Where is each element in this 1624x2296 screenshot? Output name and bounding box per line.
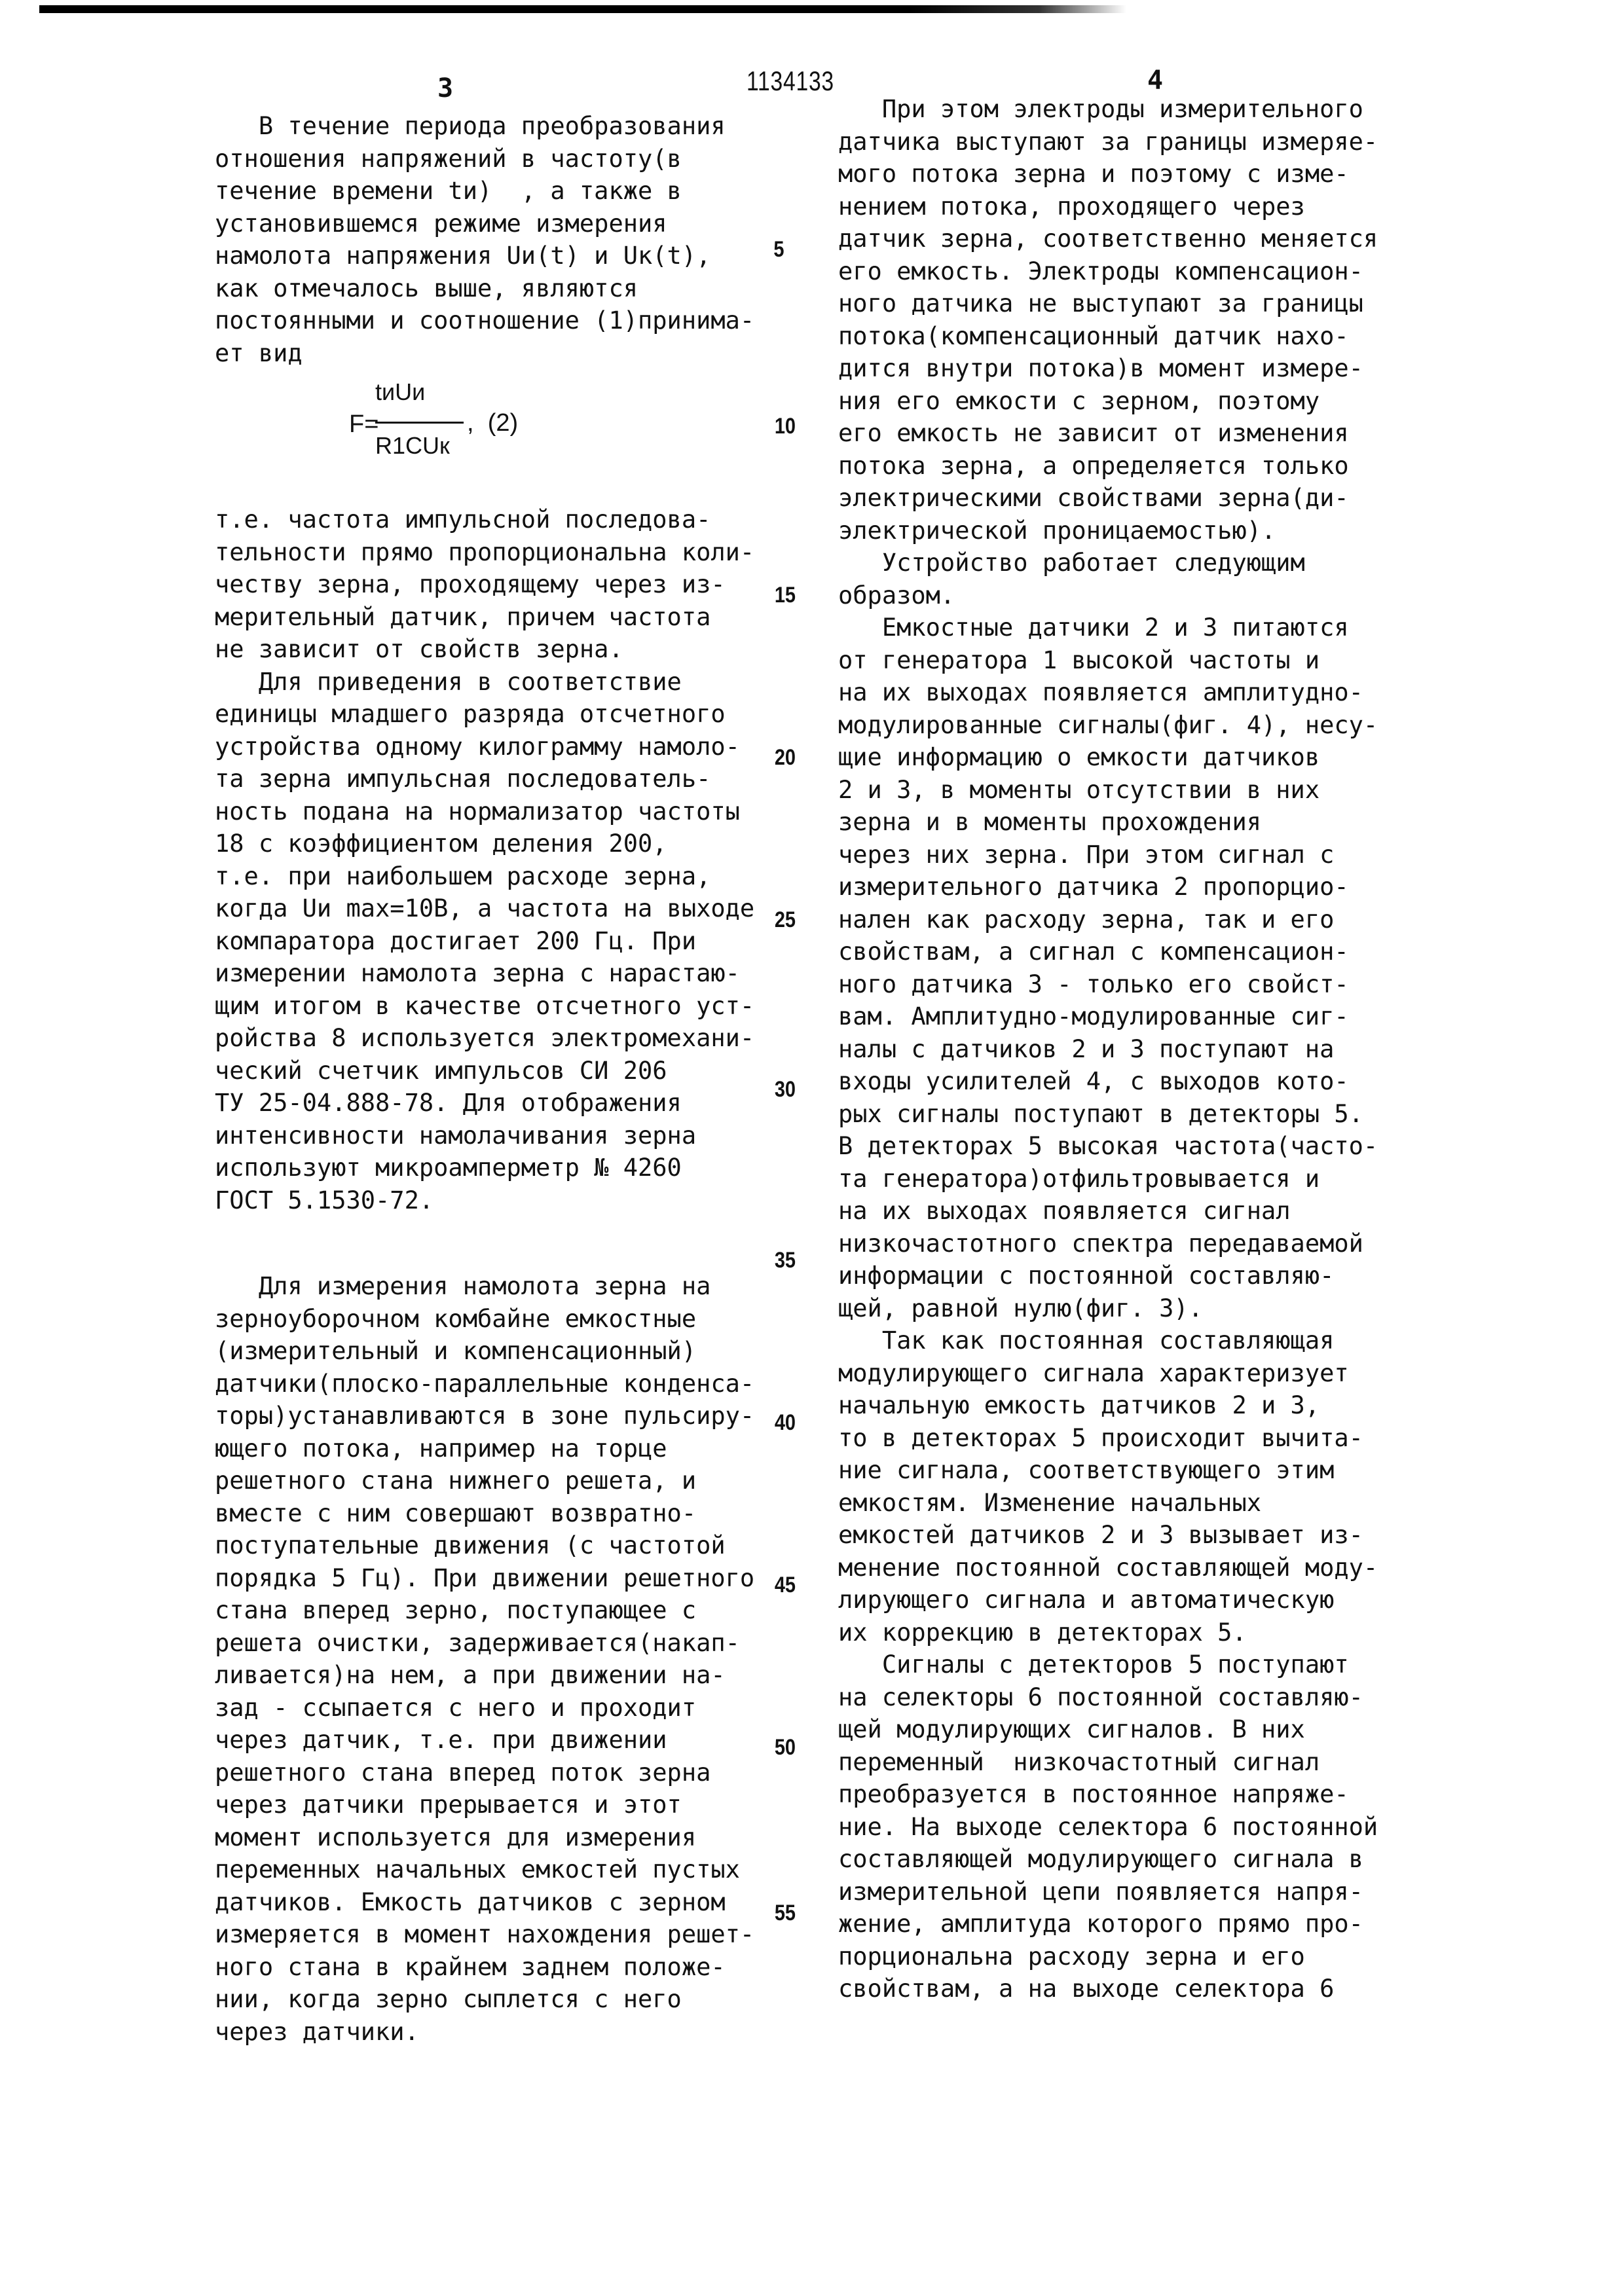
text-line: честву зерна, проходящему через из- — [215, 568, 754, 601]
text-line: решетного стана вперед поток зерна — [215, 1757, 754, 1789]
paragraph — [838, 1324, 1378, 1649]
text-line: ного датчика 3 - только его свойст- — [838, 968, 1378, 1001]
text-line: его емкость. Электроды компенсацион- — [838, 255, 1378, 288]
text-line: т.е. при наибольшем расходе зерна, — [215, 860, 754, 893]
text-line: вместе с ним совершают возвратно- — [215, 1497, 754, 1530]
paragraph — [215, 1270, 754, 2048]
text-line: интенсивности намолачивания зерна — [215, 1120, 754, 1152]
text-line: на их выходах появляется амплитудно- — [838, 676, 1378, 709]
text-line: тельности прямо пропорциональна коли- — [215, 536, 754, 569]
text-line: Сигналы с детекторов 5 поступают — [838, 1649, 1378, 1681]
text-line: мерительный датчик, причем частота — [215, 601, 754, 634]
text-line: решетного стана нижнего решета, и — [215, 1465, 754, 1497]
text-line: менение постоянной составляющей моду- — [838, 1552, 1378, 1584]
text-line: не зависит от свойств зерна. — [215, 633, 754, 666]
text-line: 2 и 3, в моменты отсутствии в них — [838, 774, 1378, 807]
text-line: щим итогом в качестве отсчетного уст- — [215, 990, 754, 1023]
text-line: Для измерения намолота зерна на — [215, 1270, 754, 1303]
text-line: измеряется в момент нахождения решет- — [215, 1918, 754, 1951]
text-line: электрическими свойствами зерна(ди- — [838, 482, 1378, 515]
text-line: момент используется для измерения — [215, 1821, 754, 1854]
text-line: лирующего сигнала и автоматическую — [838, 1584, 1378, 1616]
text-line: единицы младшего разряда отсчетного — [215, 698, 754, 731]
text-line: свойствам, а на выходе селектора 6 — [838, 1973, 1378, 2005]
text-line: датчик зерна, соответственно меняется — [838, 223, 1378, 255]
text-line: емкостей датчиков 2 и 3 вызывает из- — [838, 1519, 1378, 1552]
text-line: ние. На выходе селектора 6 постоянной — [838, 1811, 1378, 1844]
text-line: ность подана на нормализатор частоты — [215, 795, 754, 828]
text-line: модулированные сигналы(фиг. 4), несу- — [838, 709, 1378, 742]
text-line: измерительного датчика 2 пропорцио- — [838, 871, 1378, 903]
text-line: используют микроамперметр № 4260 — [215, 1152, 754, 1184]
text-line: когда Uи max=10В, а частота на выходе — [215, 892, 754, 925]
text-line: датчиков. Емкость датчиков с зерном — [215, 1886, 754, 1919]
text-line: порциональна расходу зерна и его — [838, 1941, 1378, 1973]
text-line: ние сигнала, соответствующего этим — [838, 1454, 1378, 1487]
text-line: на их выходах появляется сигнал — [838, 1195, 1378, 1228]
text-line: зерна и в моменты прохождения — [838, 806, 1378, 839]
text-line: его емкость не зависит от изменения — [838, 417, 1378, 450]
text-line: постоянными и соотношение (1)принима- — [215, 304, 754, 337]
text-line: ющего потока, например на торце — [215, 1432, 754, 1465]
text-line: ройства 8 используется электромехани- — [215, 1022, 754, 1055]
text-line: измерении намолота зерна с нарастаю- — [215, 957, 754, 990]
text-line: ного датчика не выступают за границы — [838, 287, 1378, 320]
right-column — [838, 93, 1378, 2005]
text-line: ливается)на нем, а при движении на- — [215, 1659, 754, 1692]
line-number: 30 — [775, 1077, 796, 1102]
paragraph — [215, 503, 754, 666]
formula-lhs: F= — [349, 409, 378, 441]
text-line: рых сигналы поступают в детекторы 5. — [838, 1098, 1378, 1131]
text-line: нии, когда зерно сыплется с него — [215, 1983, 754, 2016]
text-line: налы с датчиков 2 и 3 поступают на — [838, 1033, 1378, 1066]
paragraph — [838, 547, 1378, 611]
text-line: порядка 5 Гц). При движении решетного — [215, 1562, 754, 1595]
text-line: через датчики. — [215, 2016, 754, 2049]
text-line: намолота напряжения Uи(t) и Uк(t), — [215, 240, 754, 272]
text-line: 18 с коэффициентом деления 200, — [215, 828, 754, 860]
text-line: Устройство работает следующим — [838, 547, 1378, 579]
text-line: При этом электроды измерительного — [838, 93, 1378, 126]
formula-numerator: tиUи — [375, 376, 425, 409]
paragraph — [838, 93, 1378, 547]
text-line: В детекторах 5 высокая частота(часто- — [838, 1130, 1378, 1163]
text-line: решета очистки, задерживается(накап- — [215, 1627, 754, 1660]
text-line: нением потока, проходящего через — [838, 191, 1378, 223]
text-line: ТУ 25-04.888-78. Для отображения — [215, 1087, 754, 1120]
text-line: компаратора достигает 200 Гц. При — [215, 925, 754, 958]
line-number: 10 — [775, 414, 796, 439]
formula — [215, 376, 754, 490]
text-line: составляющей модулирующего сигнала в — [838, 1843, 1378, 1876]
text-line: свойствам, а сигнал с компенсацион- — [838, 936, 1378, 968]
text-line: переменный низкочастотный сигнал — [838, 1746, 1378, 1779]
text-line: модулирующего сигнала характеризует — [838, 1357, 1378, 1390]
text-line: ного стана в крайнем заднем положе- — [215, 1951, 754, 1984]
line-number: 55 — [775, 1901, 796, 1926]
fraction-bar — [375, 422, 464, 424]
text-line: образом. — [838, 579, 1378, 612]
text-line: через датчики прерывается и этот — [215, 1789, 754, 1821]
text-line: как отмечалось выше, являются — [215, 272, 754, 305]
text-line: дится внутри потока)в момент измере- — [838, 352, 1378, 385]
line-number: 45 — [775, 1573, 796, 1598]
text-line: Для приведения в соответствие — [215, 666, 754, 699]
text-line: электрической проницаемостью). — [838, 515, 1378, 547]
top-rule — [39, 5, 1126, 13]
text-line: Так как постоянная составляющая — [838, 1324, 1378, 1357]
text-line: отношения напряжений в частоту(в — [215, 143, 754, 175]
text-line: мого потока зерна и поэтому с изме- — [838, 158, 1378, 191]
paragraph — [838, 611, 1378, 1324]
line-number: 35 — [775, 1248, 796, 1273]
text-line: стана вперед зерно, поступающее с — [215, 1594, 754, 1627]
line-number: 5 — [773, 237, 784, 263]
text-line: потока зерна, а определяется только — [838, 450, 1378, 483]
text-line: низкочастотного спектра передаваемой — [838, 1228, 1378, 1260]
text-line: от генератора 1 высокой частоты и — [838, 644, 1378, 677]
text-line: нален как расходу зерна, так и его — [838, 903, 1378, 936]
text-line: через датчик, т.е. при движении — [215, 1724, 754, 1757]
left-column — [215, 110, 754, 2048]
text-line: течение времени tи) , а также в — [215, 175, 754, 208]
text-line: В течение периода преобразования — [215, 110, 754, 143]
text-line: щей модулирующих сигналов. В них — [838, 1713, 1378, 1746]
text-line: входы усилителей 4, с выходов кото- — [838, 1065, 1378, 1098]
text-line: преобразуется в постоянное напряже- — [838, 1778, 1378, 1811]
formula-tag — [467, 407, 518, 440]
text-line: Емкостные датчики 2 и 3 питаются — [838, 611, 1378, 644]
line-number: 25 — [775, 907, 796, 933]
text-line: зерноуборочном комбайне емкостные — [215, 1303, 754, 1336]
text-line: ческий счетчик импульсов СИ 206 — [215, 1055, 754, 1087]
paragraph — [215, 666, 754, 1217]
text-line: ния его емкости с зерном, поэтому — [838, 385, 1378, 418]
page-number-left: 3 — [437, 73, 453, 103]
paragraph — [838, 1649, 1378, 2005]
line-number: 20 — [775, 745, 796, 771]
text-line: установившемся режиме измерения — [215, 208, 754, 240]
text-line: датчики(плоско-параллельные конденса- — [215, 1368, 754, 1400]
text-line: та зерна импульсная последователь- — [215, 763, 754, 795]
text-line: щие информацию о емкости датчиков — [838, 741, 1378, 774]
text-line: щей, равной нулю(фиг. 3). — [838, 1292, 1378, 1325]
text-line: ГОСТ 5.1530-72. — [215, 1184, 754, 1217]
paragraph — [215, 110, 754, 369]
text-line: устройства одному килограмму намоло- — [215, 731, 754, 763]
text-line: датчика выступают за границы измеряе- — [838, 126, 1378, 158]
text-line: ет вид — [215, 337, 754, 370]
text-line: переменных начальных емкостей пустых — [215, 1853, 754, 1886]
text-line: измерительной цепи появляется напря- — [838, 1876, 1378, 1908]
document-number: 1134133 — [747, 65, 834, 97]
text-line: на селекторы 6 постоянной составляю- — [838, 1681, 1378, 1714]
text-line: емкостям. Изменение начальных — [838, 1487, 1378, 1520]
line-number: 40 — [775, 1410, 796, 1436]
text-line: т.е. частота импульсной последова- — [215, 503, 754, 536]
text-line: торы)устанавливаются в зоне пульсиру- — [215, 1400, 754, 1432]
text-line: то в детекторах 5 происходит вычита- — [838, 1422, 1378, 1455]
text-line: зад - ссыпается с него и проходит — [215, 1692, 754, 1724]
equation-number: (2) — [488, 409, 518, 437]
text-line: потока(компенсационный датчик нахо- — [838, 320, 1378, 353]
text-line: поступательные движения (с частотой — [215, 1529, 754, 1562]
text-line: та генератора)отфильтровывается и — [838, 1163, 1378, 1195]
formula-suffix: , — [467, 409, 474, 437]
text-line: (измерительный и компенсационный) — [215, 1335, 754, 1368]
line-number: 50 — [775, 1735, 796, 1760]
text-line: вам. Амплитудно-модулированные сиг- — [838, 1000, 1378, 1033]
text-line: через них зерна. При этом сигнал с — [838, 839, 1378, 871]
page-number-right: 4 — [1147, 65, 1163, 96]
text-line: их коррекцию в детекторах 5. — [838, 1616, 1378, 1649]
text-line: информации с постоянной составляю- — [838, 1260, 1378, 1292]
text-line: начальную емкость датчиков 2 и 3, — [838, 1389, 1378, 1422]
formula-denominator: R1CUк — [375, 429, 450, 462]
text-line: жение, амплитуда которого прямо про- — [838, 1908, 1378, 1941]
line-number: 15 — [775, 583, 796, 608]
